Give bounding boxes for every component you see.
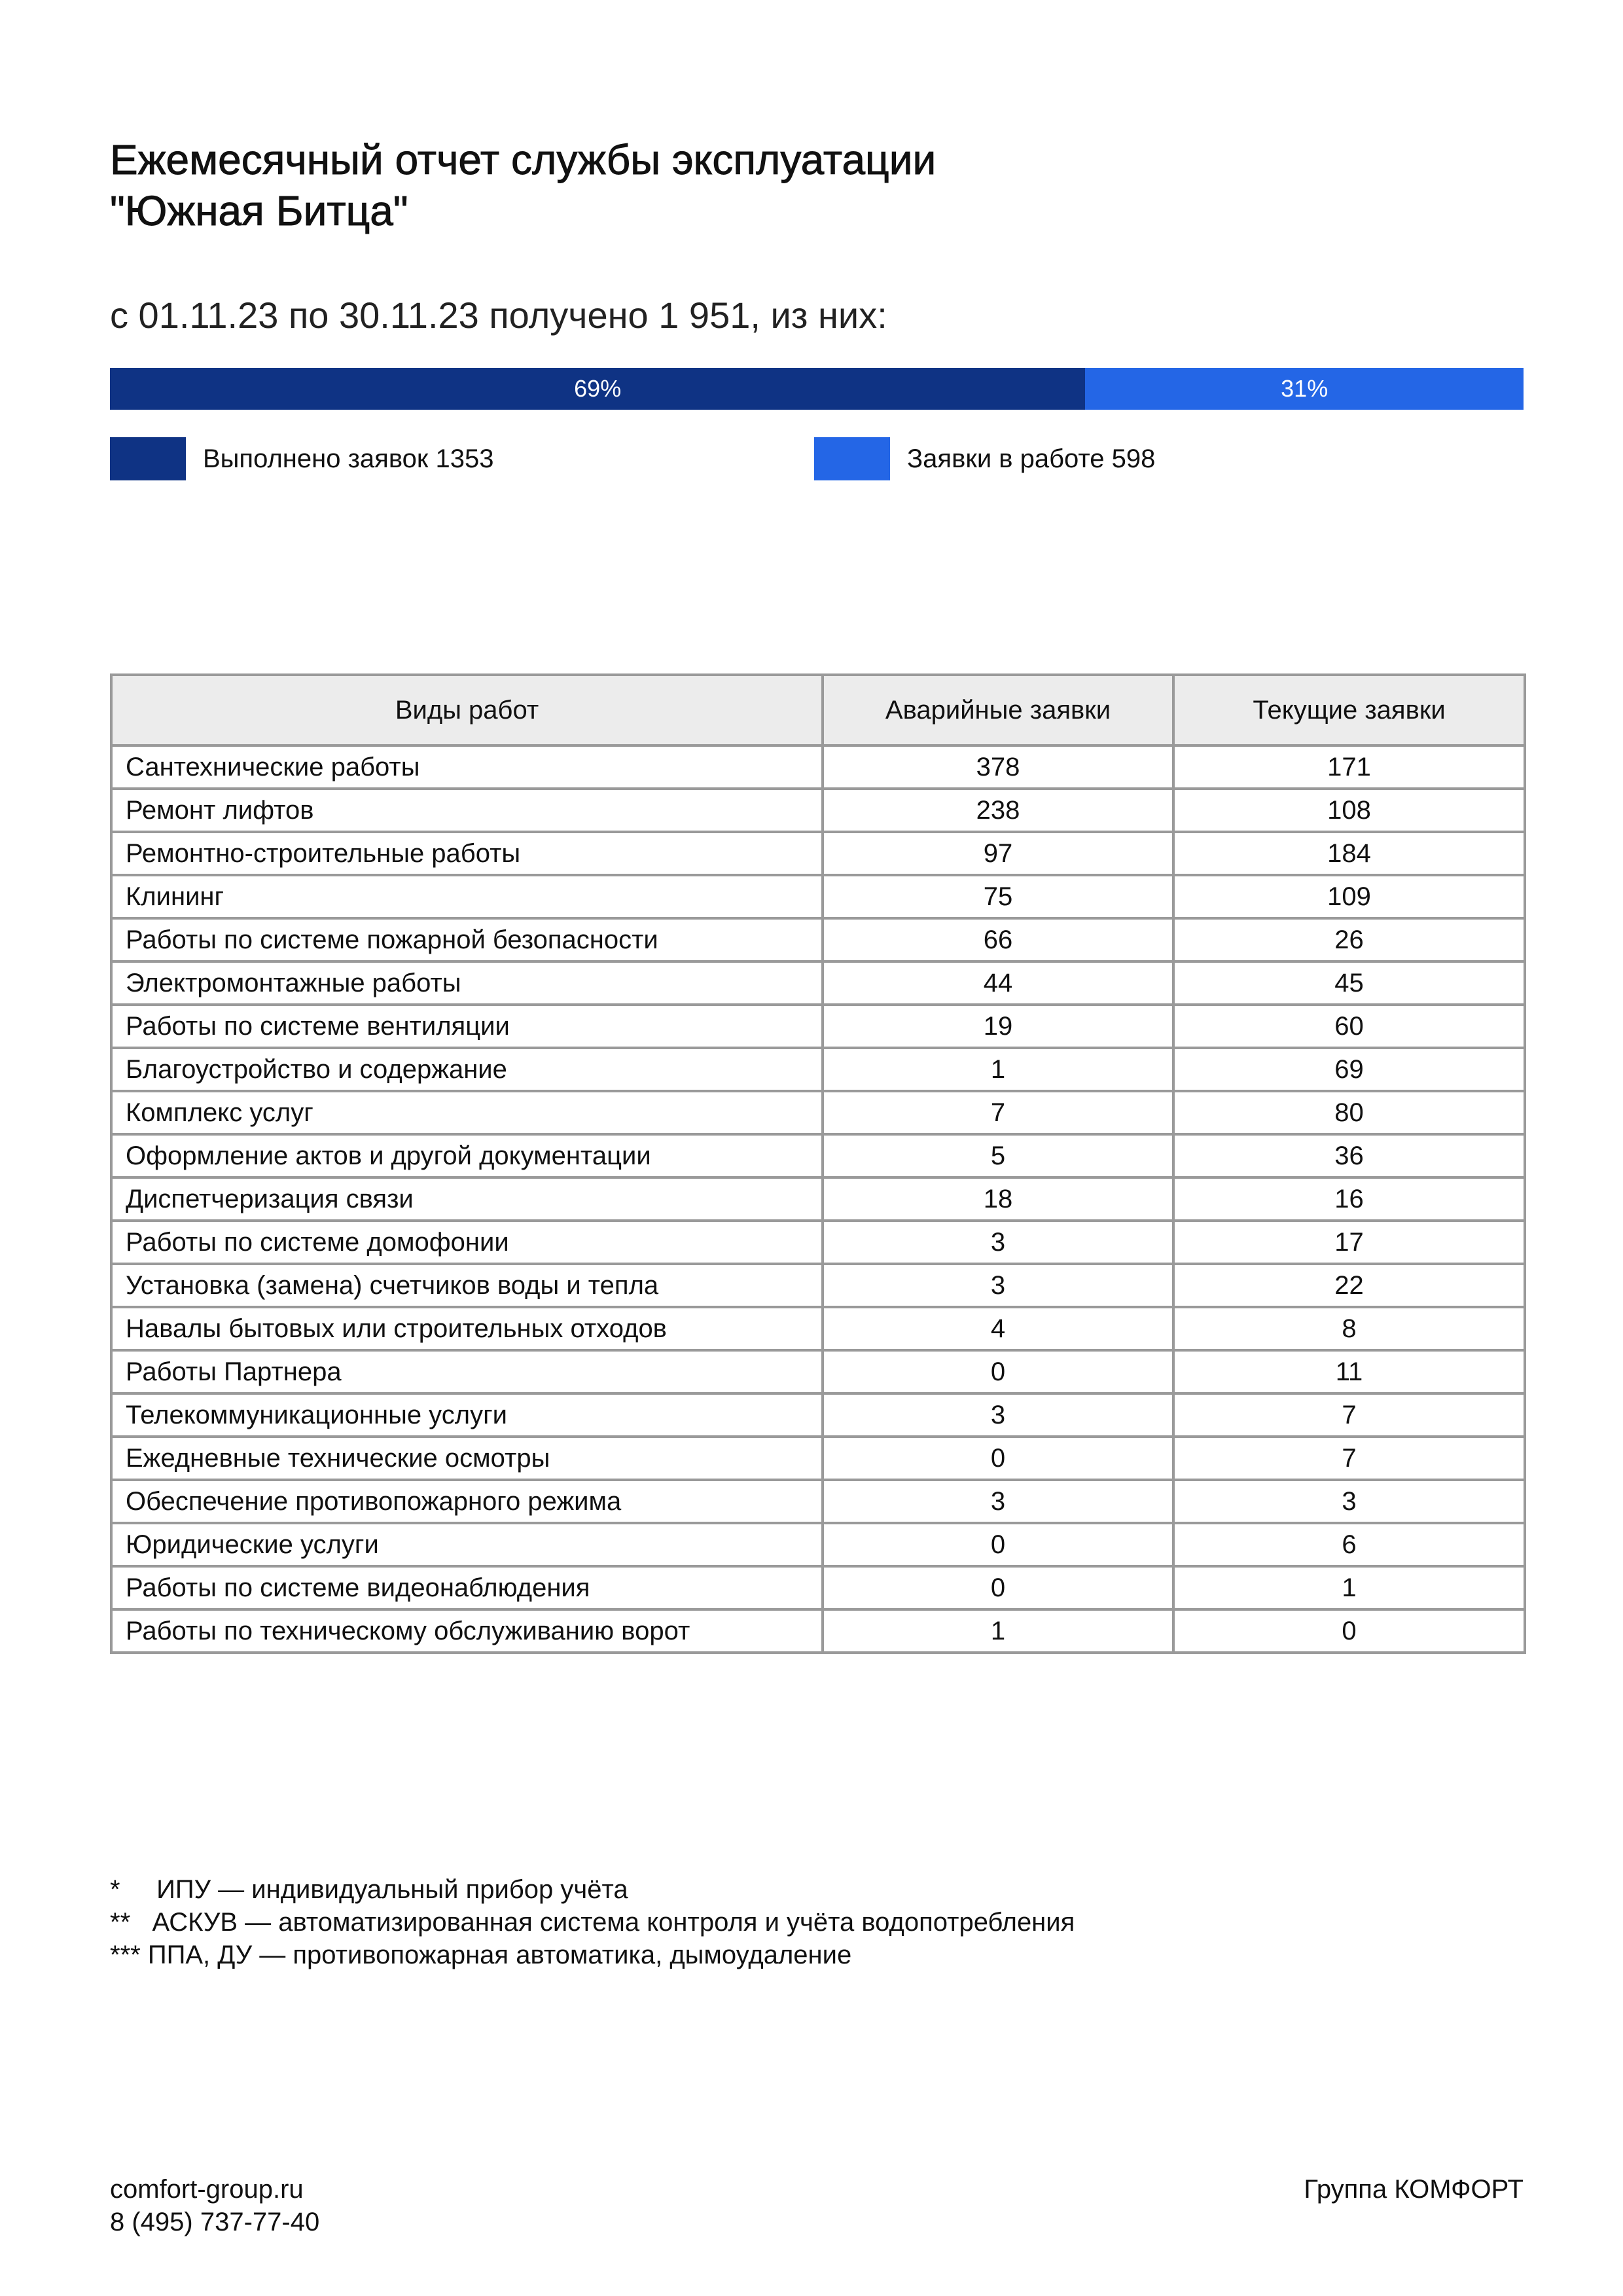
current-count-cell: 45 (1173, 961, 1525, 1005)
current-count-cell: 26 (1173, 918, 1525, 961)
table-row (111, 961, 1525, 1005)
work-type-cell: Юридические услуги (111, 1523, 823, 1566)
work-type-cell: Благоустройство и содержание (111, 1048, 823, 1091)
emergency-count-cell: 44 (823, 961, 1173, 1005)
bar-segment-label: 31% (1281, 375, 1329, 402)
bar-segment-label: 69% (574, 375, 622, 402)
bar-segment-2 (1085, 368, 1524, 410)
emergency-count-cell: 66 (823, 918, 1173, 961)
report-title (110, 134, 1517, 236)
work-type-cell: Работы по системе пожарной безопасности (111, 918, 823, 961)
footnote-askuv: ** АСКУВ — автоматизированная система контроля и учёта водопотребления (110, 1908, 1075, 1937)
emergency-count-cell: 5 (823, 1134, 1173, 1177)
table-row (111, 1177, 1525, 1221)
table-row (111, 1264, 1525, 1307)
work-type-cell: Оформление актов и другой документации (111, 1134, 823, 1177)
table-row (111, 1350, 1525, 1393)
bar-segment-1 (110, 368, 1085, 410)
work-type-cell: Комплекс услуг (111, 1091, 823, 1134)
table-row (111, 1437, 1525, 1480)
work-type-cell: Работы по системе вентиляции (111, 1005, 823, 1048)
work-type-cell: Работы по системе домофонии (111, 1221, 823, 1264)
table-row (111, 1393, 1525, 1437)
work-type-cell: Навалы бытовых или строительных отходов (111, 1307, 823, 1350)
current-count-cell: 11 (1173, 1350, 1525, 1393)
footnote-ipu: * ИПУ — индивидуальный прибор учёта (110, 1875, 628, 1904)
table-row (111, 1005, 1525, 1048)
current-count-cell: 171 (1173, 745, 1525, 789)
emergency-count-cell: 0 (823, 1523, 1173, 1566)
current-count-cell: 1 (1173, 1566, 1525, 1609)
legend-label: Выполнено заявок 1353 (203, 444, 494, 473)
footer-company: Группа КОМФОРТ (1304, 2175, 1524, 2204)
emergency-count-cell: 3 (823, 1393, 1173, 1437)
current-count-cell: 0 (1173, 1609, 1525, 1653)
requests-share-bar (110, 368, 1524, 410)
table-row (111, 1134, 1525, 1177)
emergency-count-cell: 378 (823, 745, 1173, 789)
emergency-count-cell: 0 (823, 1437, 1173, 1480)
current-count-cell: 80 (1173, 1091, 1525, 1134)
current-count-cell: 17 (1173, 1221, 1525, 1264)
table-row (111, 918, 1525, 961)
work-type-cell: Работы по системе видеонаблюдения (111, 1566, 823, 1609)
table-row (111, 1566, 1525, 1609)
emergency-count-cell: 0 (823, 1566, 1173, 1609)
table-row (111, 1048, 1525, 1091)
legend-swatch (110, 437, 186, 480)
emergency-count-cell: 3 (823, 1264, 1173, 1307)
current-count-cell: 6 (1173, 1523, 1525, 1566)
table-row (111, 1091, 1525, 1134)
work-type-cell: Работы по техническому обслуживанию ворот (111, 1609, 823, 1653)
emergency-count-cell: 0 (823, 1350, 1173, 1393)
work-type-cell: Ремонт лифтов (111, 789, 823, 832)
emergency-count-cell: 4 (823, 1307, 1173, 1350)
table-row (111, 789, 1525, 832)
emergency-count-cell: 1 (823, 1609, 1173, 1653)
current-count-cell: 69 (1173, 1048, 1525, 1091)
current-count-cell: 36 (1173, 1134, 1525, 1177)
work-type-cell: Обеспечение противопожарного режима (111, 1480, 823, 1523)
legend-item (814, 437, 1155, 480)
table-header-row (111, 675, 1525, 745)
emergency-count-cell: 238 (823, 789, 1173, 832)
legend-label: Заявки в работе 598 (907, 444, 1156, 473)
current-count-cell: 3 (1173, 1480, 1525, 1523)
legend-item (110, 437, 493, 480)
table-row (111, 745, 1525, 789)
work-type-cell: Телекоммуникационные услуги (111, 1393, 823, 1437)
footer-website: comfort-group.ru (110, 2175, 304, 2204)
table-row (111, 1480, 1525, 1523)
footnote-ppa-du: *** ППА, ДУ — противопожарная автоматика, дымоудаление (110, 1941, 852, 1969)
report-title-line-2: "Южная Битца" (110, 187, 408, 234)
work-type-cell: Ежедневные технические осмотры (111, 1437, 823, 1480)
emergency-count-cell: 19 (823, 1005, 1173, 1048)
current-count-cell: 7 (1173, 1393, 1525, 1437)
current-count-cell: 22 (1173, 1264, 1525, 1307)
current-count-cell: 184 (1173, 832, 1525, 875)
current-count-cell: 108 (1173, 789, 1525, 832)
header-work-type: Виды работ (111, 675, 823, 745)
current-count-cell: 60 (1173, 1005, 1525, 1048)
work-type-cell: Ремонтно-строительные работы (111, 832, 823, 875)
emergency-count-cell: 7 (823, 1091, 1173, 1134)
footer-phone: 8 (495) 737-77-40 (110, 2208, 320, 2236)
current-count-cell: 8 (1173, 1307, 1525, 1350)
table-row (111, 1307, 1525, 1350)
header-emergency-requests: Аварийные заявки (823, 675, 1173, 745)
work-types-table (110, 673, 1526, 1654)
emergency-count-cell: 75 (823, 875, 1173, 918)
report-title-line-1: Ежемесячный отчет службы эксплуатации (110, 136, 936, 183)
work-type-cell: Клининг (111, 875, 823, 918)
legend-swatch (814, 437, 890, 480)
work-type-cell: Диспетчеризация связи (111, 1177, 823, 1221)
work-type-cell: Установка (замена) счетчиков воды и тепла (111, 1264, 823, 1307)
header-current-requests: Текущие заявки (1173, 675, 1525, 745)
report-period: с 01.11.23 по 30.11.23 получено 1 951, из них: (110, 295, 887, 336)
table-row (111, 832, 1525, 875)
table-row (111, 1221, 1525, 1264)
emergency-count-cell: 18 (823, 1177, 1173, 1221)
table-row (111, 875, 1525, 918)
table-row (111, 1609, 1525, 1653)
emergency-count-cell: 3 (823, 1480, 1173, 1523)
work-type-cell: Электромонтажные работы (111, 961, 823, 1005)
emergency-count-cell: 1 (823, 1048, 1173, 1091)
current-count-cell: 7 (1173, 1437, 1525, 1480)
emergency-count-cell: 3 (823, 1221, 1173, 1264)
footnotes (110, 1873, 1075, 1971)
current-count-cell: 16 (1173, 1177, 1525, 1221)
emergency-count-cell: 97 (823, 832, 1173, 875)
footer-contacts (110, 2173, 319, 2238)
work-type-cell: Сантехнические работы (111, 745, 823, 789)
work-type-cell: Работы Партнера (111, 1350, 823, 1393)
current-count-cell: 109 (1173, 875, 1525, 918)
table-row (111, 1523, 1525, 1566)
